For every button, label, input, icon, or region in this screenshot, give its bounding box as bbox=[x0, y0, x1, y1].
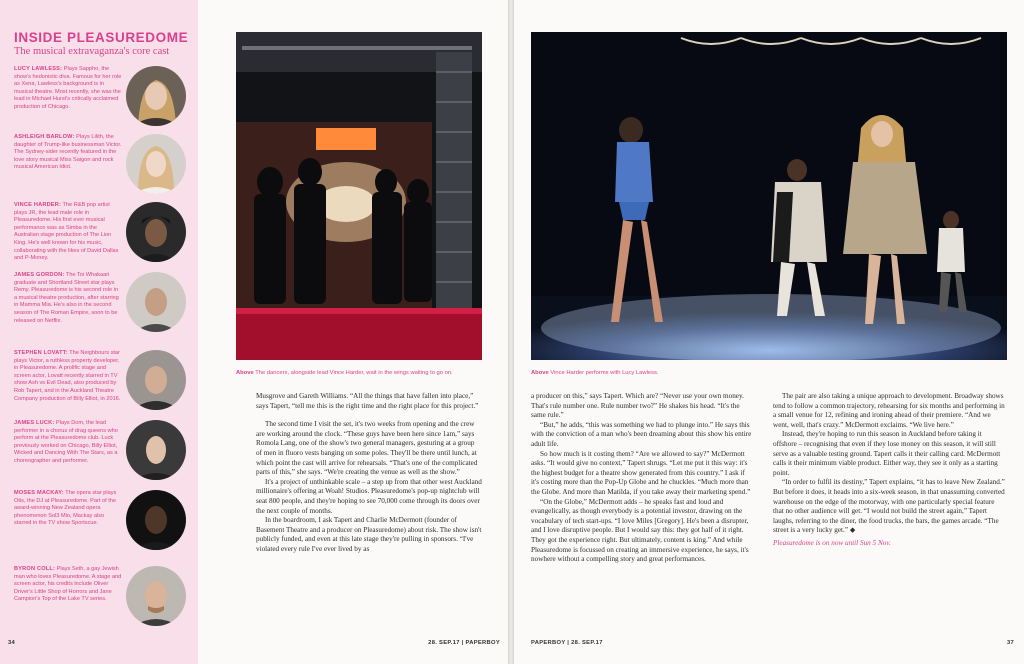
cast-name: BYRON COLL: bbox=[14, 566, 56, 572]
paragraph: Musgrove and Gareth Williams. “All the things that have fallen into place,” says Tapert, “tell me this is the right time and the right place for this project.” bbox=[256, 392, 479, 410]
headshot-vince-harder bbox=[126, 202, 186, 262]
paragraph: In the boardroom, I ask Tapert and Charlie McDermott (founder of Basement Theatre and a producer on Pleasuredome) about risk. The show isn't publicly funded, and even at this late stage they're pulling in sponsors. “I've violated every rule I've ever lived by as bbox=[256, 516, 482, 553]
paragraph: So how much is it costing them? “Are we allowed to say?” McDermott asks. “It would give no context,” Tapert shrugs. “Let me put it this way: it's the highest budget for a theatre show generated from this country.” I ask if it's costing more than the Pop-Up Globe and he chuckles. “Much more than the Globe. And more than Matilda, if you take away their marketing spend.” bbox=[531, 449, 751, 496]
headshot-james-luck bbox=[126, 420, 186, 480]
cast-name: JAMES LUCK: bbox=[14, 420, 55, 426]
cast-name: MOSES MACKAY: bbox=[14, 490, 64, 496]
left-page bbox=[0, 0, 508, 664]
cast-entry-james-gordon bbox=[14, 272, 192, 342]
headshot-james-gordon bbox=[126, 272, 186, 332]
cast-sidebar bbox=[0, 0, 198, 664]
right-page bbox=[514, 0, 1024, 664]
cast-entry-stephen-lovatt bbox=[14, 350, 192, 420]
cast-bio: ASHLEIGH BARLOW: Plays Lilith, the daughter of Trump-like businessman Victor. The Sydney-sider recently featured in the love story musical Miss Saigon and rock musical American Idiot. bbox=[14, 134, 122, 171]
paragraph: Instead, they're hoping to run this season in Auckland before taking it offshore – recognising that even if they lose money on this season, it will still serve as a valuable testing ground. Tapert calls it their calling card. McDermott calls it their minimum viable product. Either way, they see it only as a starting point. bbox=[773, 430, 1001, 477]
cast-name: VINCE HARDER: bbox=[14, 202, 62, 208]
page-number-right: 37 bbox=[1006, 640, 1014, 646]
cast-name: ASHLEIGH BARLOW: bbox=[14, 134, 75, 140]
cast-bio: VINCE HARDER: The R&B pop artist plays JR, the lead male role in Pleasuredome. His first ever musical performance was as Simba in the Australian stage production of The Lion King. He's well known for his music, collaborating with the likes of David Dallas and P-Money. bbox=[14, 202, 119, 262]
headshot-stephen-lovatt bbox=[126, 350, 186, 410]
cast-bio: STEPHEN LOVATT: The Neighbours star plays Victor, a ruthless property developer, in Pleasuredome. A prolific stage and screen actor, Lovatt recently starred in TV show Ash vs Evil Dead, also produced by Rob Tapert, and in the Auckland Theatre Company production of Billy Elliot, in 2016. bbox=[14, 350, 121, 402]
paragraph: The pair are also taking a unique approach to development. Broadway shows tend to follow a common trajectory, rehearsing for six months and performing in a small venue for 12, refining and ironing ahead of their premiere. “And we went, well, that's crazy.” McDermott exclaims. “We live here.” bbox=[773, 392, 1005, 429]
paragraph: a producer on this,” says Tapert. Which are? “Never use your own money. That's rule number one. Rule number two?” He shakes his head. “It's the same rule.” bbox=[531, 392, 744, 420]
cast-bio: JAMES GORDON: The Toi Whakaari graduate and Shortland Street star plays Remy. Pleasuredome is his second role in a musical theatre production, after starring in Mamma Mia. He's also in the second season of The Roman Empire, soon to be released on Netflix. bbox=[14, 272, 119, 324]
cast-bio: MOSES MACKAY: The opera star plays Otis, the DJ at Pleasuredome. Part of the award-winning New Zealand opera phenomenon Sol3 Mio, Mackay also starred in the TV show Sportscue. bbox=[14, 490, 117, 527]
cast-entry-ashleigh-barlow bbox=[14, 134, 192, 204]
cast-name: JAMES GORDON: bbox=[14, 272, 65, 278]
cast-bio: LUCY LAWLESS: Plays Sappho, the show's hedonistic diva. Famous for her role as Xena, Lawless's background is in musical theatre. Most recently, she was the lead in Michael Hurst's critically acclaimed production of Chicago. bbox=[14, 66, 122, 110]
issue-line-left: 28. SEP.17 | PAPERBOY bbox=[428, 640, 500, 646]
cast-entry-james-luck bbox=[14, 420, 192, 490]
headshot-ashleigh-barlow bbox=[126, 134, 186, 194]
headshot-lucy-lawless bbox=[126, 66, 186, 126]
cast-entry-moses-mackay bbox=[14, 490, 192, 560]
headshot-moses-mackay bbox=[126, 490, 186, 550]
photo-caption-left: Above The dancers, alongside lead Vince Harder, wait in the wings waiting to go on. bbox=[236, 370, 453, 376]
photo-stage-performance bbox=[531, 32, 1007, 360]
article-column-3 bbox=[773, 392, 1007, 549]
article-column-2 bbox=[531, 392, 753, 565]
issue-line-right: PAPERBOY | 28. SEP.17 bbox=[531, 640, 603, 646]
cast-entry-vince-harder bbox=[14, 202, 192, 272]
sidebar-subtitle: The musical extravaganza's core cast bbox=[14, 46, 170, 57]
article-column-1 bbox=[256, 392, 482, 555]
page-number-left: 34 bbox=[8, 640, 16, 646]
cast-name: LUCY LAWLESS: bbox=[14, 66, 63, 72]
headshot-byron-coll bbox=[126, 566, 186, 626]
cast-name: STEPHEN LOVATT: bbox=[14, 350, 68, 356]
paragraph: The second time I visit the set, it's two weeks from opening and the crew are working around the clock. “These guys have been here since 1am,” says Romola Lang, one of the show's two general managers, gesturing at a group of men in fluoro vests banging on some poles. They'll be there until lunch, at which point the cast will arrive for rehearsals. “That's one of the complicated parts of this,” she says. “We're creating the venue as well as the show.” bbox=[256, 420, 478, 477]
cast-bio: JAMES LUCK: Plays Dom, the lead performer in a chorus of drag queens who perform at the Pleasuredome club. Luck previously worked on Chicago, Billy Elliot, Wicked and Dancing With The Stars, as a choreographer and performer. bbox=[14, 420, 118, 464]
paragraph: It's a project of unthinkable scale – a step up from that other west Auckland millionaire's offering at Woah! Studios. Pleasuredome's pop-up nightclub will seat 800 people, and they're hoping to see 70,000 come through its doors over the next couple of months. bbox=[256, 477, 482, 515]
cast-entry-byron-coll bbox=[14, 566, 192, 636]
closing-note: Pleasuredome is on now until Sun 5 Nov. bbox=[773, 538, 891, 547]
paragraph: “In order to fulfil its destiny,” Tapert explains, “it has to leave New Zealand.” But before it does, it heads into a six-week season, in that unassuming converted warehouse on the edge of the motorway, with one particularly special feature that no other audience will get. “I would not build the street again,” Tapert laughs, referring to the diner, the food trucks, the bars, the games arcade. “The street is a very lucky get.” ◆ bbox=[773, 478, 1005, 535]
cast-entry-lucy-lawless bbox=[14, 66, 192, 136]
paragraph: “But,” he adds, “this was something we had to plunge into.” He says this with the conviction of a man who's been dreaming about this show his entire adult life. bbox=[531, 420, 752, 448]
photo-dancers-in-wings bbox=[236, 32, 482, 360]
cast-bio: BYRON COLL: Plays Seth, a gay Jewish man who loves Pleasuredome. A stage and screen actor, his credits include Oliver Driver's Little Shop of Horrors and Jane Campion's Top of the Lake TV series. bbox=[14, 566, 122, 603]
photo-caption-right: Above Vince Harder performs with Lucy Lawless. bbox=[531, 370, 659, 376]
paragraph: “On the Globe,” McDermott adds – he speaks fast and loud and evangelically, as though everybody is a potential investor, drawing on the vocabulary of tech start-ups. “I love Miles [Gregory]. He's been a disrupter, and I love disruptive people. But I would say this: they got half of it right. They got the experience right. But ultimately, content is king.” And while Pleasuredome is focussed on creating an immersive experience, he says, it's nowhere without a compelling story and great performances. bbox=[531, 497, 749, 564]
sidebar-title: INSIDE PLEASUREDOME bbox=[14, 30, 189, 45]
